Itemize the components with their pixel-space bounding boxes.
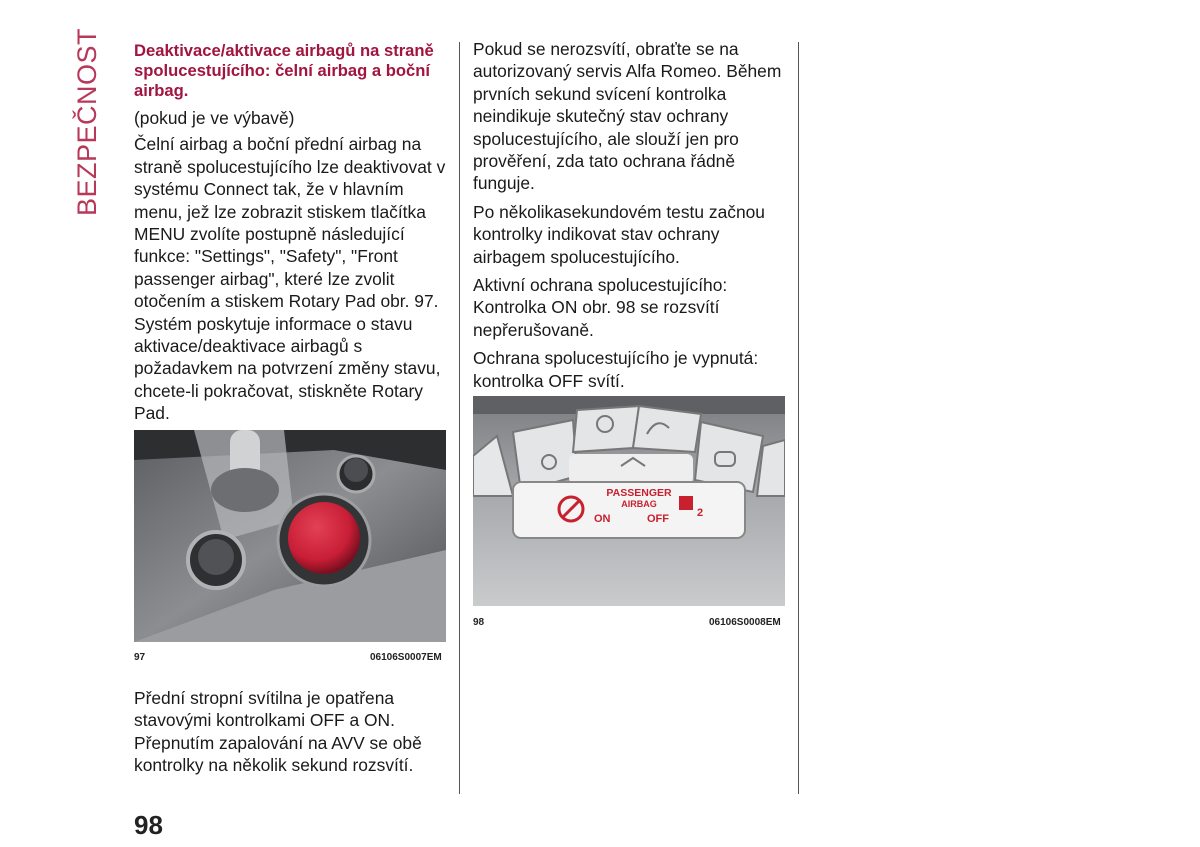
column-divider-right: [798, 42, 799, 794]
column-divider-left: [459, 42, 460, 794]
test-paragraph: Po několikasekundovém testu začnou kontrolky indikovat stav ochrany airbagem spolucestujícího.: [473, 201, 765, 267]
figure-97-image: [134, 430, 446, 642]
section-heading: Deaktivace/aktivace airbagů na straně spolucestujícího: čelní airbag a boční airbag.: [134, 41, 434, 100]
figure-98-code: 06106S0008EM: [709, 617, 781, 628]
page-number: 98: [134, 810, 163, 840]
left-bottom-text: [134, 687, 446, 783]
panel-line-passenger: PASSENGER: [606, 487, 672, 499]
equipment-note: (pokud je ve výbavě): [134, 108, 295, 128]
rotary-pad: [288, 502, 360, 574]
right-column: [473, 38, 785, 398]
section-label: [72, 27, 102, 216]
figure-97-code: 06106S0007EM: [370, 652, 442, 663]
panel-on-label: ON: [594, 513, 611, 525]
passenger-airbag-panel: [594, 488, 684, 510]
bottom-paragraph: Přední stropní svítilna je opatřena stavovými kontrolkami OFF a ON. Přepnutím zapalování na AVV se obě kontrolky na několik sekund rozsvítí.: [134, 688, 422, 776]
off-paragraph: Ochrana spolucestujícího je vypnutá: kontrolka OFF svítí.: [473, 348, 759, 391]
active-paragraph: Aktivní ochrana spolucestujícího: Kontrolka ON obr. 98 se rozsvítí nepřerušovaně.: [473, 275, 728, 340]
intro-paragraph: Čelní airbag a boční přední airbag na straně spolucestujícího lze deaktivovat v systému Connect tak, že v hlavním menu, jež lze zobrazit stiskem tlačítka MENU zvolíte postupně následující funkce: "Settings", "Safety", "Front passenger airbag", které lze zvolit otočením a stiskem Rotary Pad obr. 97. Systém poskytuje informace o stavu aktivace/deaktivace airbagů s požadavkem na potvrzení změny stavu, chcete-li pokračovat, stiskněte Rotary Pad.: [134, 134, 446, 424]
figure-98-number: 98: [473, 617, 485, 628]
panel-off-label: OFF: [647, 513, 669, 525]
panel-line-airbag: AIRBAG: [621, 499, 657, 509]
left-column: [134, 41, 446, 431]
section-label-text: BEZPEČNOST: [72, 27, 102, 216]
panel-badge: 2: [697, 507, 704, 519]
figure-98-image: [473, 396, 785, 606]
service-paragraph: Pokud se nerozsvítí, obraťte se na autorizovaný servis Alfa Romeo. Během prvních sekund svícení kontrolka neindikuje skutečný stav ochrany spolucestujícího, ale slouží jen pro prověření, zda tato ochrana řádně funguje.: [473, 39, 782, 194]
figure-97-number: 97: [134, 652, 146, 663]
